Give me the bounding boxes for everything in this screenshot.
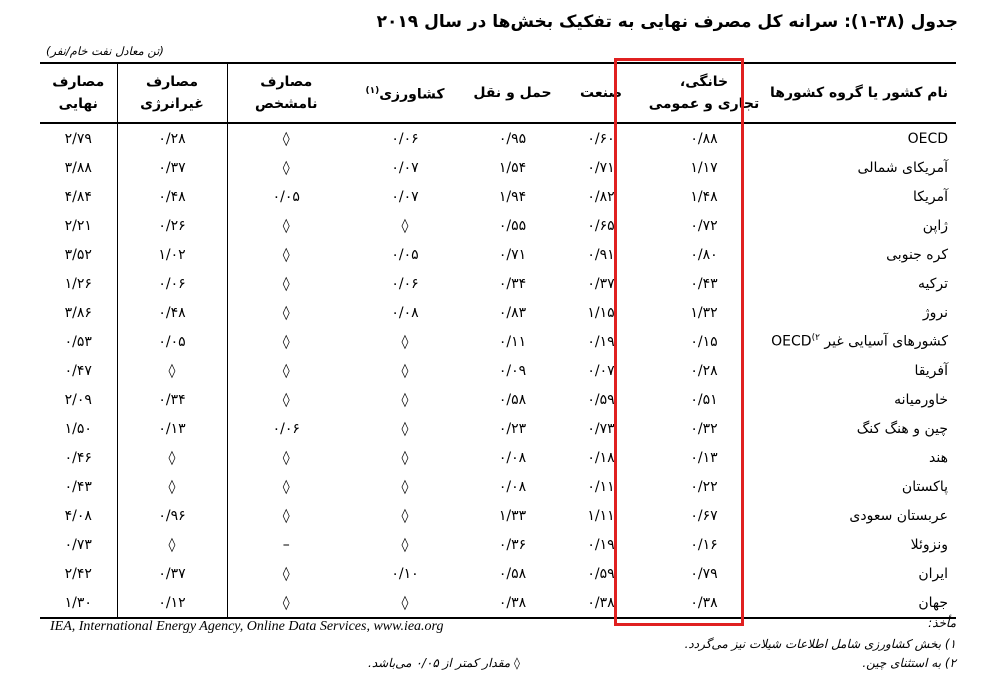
unspecified-cell: ۰/۰۶ [272, 420, 300, 437]
country-cell [766, 153, 956, 182]
highlight-box [614, 58, 744, 626]
table-row [40, 385, 956, 414]
country-cell [766, 588, 956, 618]
residential-cell: ۰/۷۲ [690, 217, 718, 234]
residential-cell: ۰/۷۹ [690, 565, 718, 582]
country-name: ترکیه [917, 275, 948, 292]
industry-cell: ۰/۵۹ [587, 565, 615, 582]
agriculture-cell: ◊ [401, 391, 409, 408]
agriculture-cell: ◊ [401, 507, 409, 524]
header-industry: صنعت [580, 85, 622, 101]
unspecified-cell: – [282, 536, 290, 553]
final-cell: ۴/۰۸ [64, 507, 92, 524]
unspecified-cell: ◊ [282, 391, 290, 408]
table-row [40, 153, 956, 182]
final-cell: ۲/۰۹ [64, 391, 92, 408]
unit-label: (تن معادل نفت خام/نفر) [46, 44, 164, 58]
table-row [40, 588, 956, 618]
unspecified-cell: ◊ [282, 594, 290, 611]
residential-cell: ۰/۱۶ [690, 536, 718, 553]
transport-cell: ۰/۰۸ [498, 478, 527, 495]
table-row [40, 298, 956, 327]
country-name: آفریقا [914, 362, 948, 379]
energy-consumption-table [40, 62, 956, 619]
residential-cell: ۰/۲۲ [690, 478, 718, 495]
agriculture-cell: ۰/۰۵ [391, 246, 419, 263]
header-residential: خانگی، تجاری و عمومی [648, 74, 760, 112]
residential-cell: ۰/۳۸ [690, 594, 718, 611]
transport-cell: ۰/۳۸ [498, 594, 527, 611]
agriculture-cell: ◊ [401, 478, 409, 495]
industry-cell: ۱/۱۱ [587, 507, 615, 524]
country-cell [766, 414, 956, 443]
country-name: پاکستان [901, 478, 948, 495]
unspecified-cell: ◊ [282, 478, 290, 495]
transport-cell: ۰/۵۸ [498, 565, 527, 582]
industry-cell: ۰/۱۸ [587, 449, 615, 466]
nonenergy-cell: ۰/۱۲ [117, 588, 227, 618]
residential-cell: ۰/۲۸ [690, 362, 718, 379]
industry-cell: ۰/۶۰ [587, 130, 615, 147]
country-cell [766, 269, 956, 298]
nonenergy-cell: ۰/۰۵ [117, 327, 227, 356]
country-name: ونزوئلا [910, 536, 948, 553]
table-row [40, 472, 956, 501]
nonenergy-cell: ◊ [117, 443, 227, 472]
country-cell [766, 472, 956, 501]
country-name: نروژ [922, 304, 948, 321]
table-row [40, 414, 956, 443]
table-row [40, 327, 956, 356]
unspecified-cell: ◊ [282, 275, 290, 292]
agriculture-cell: ۰/۰۶ [391, 275, 419, 292]
agriculture-cell: ◊ [401, 333, 409, 350]
unspecified-cell: ◊ [282, 130, 290, 147]
residential-cell: ۰/۱۳ [690, 449, 718, 466]
table-row [40, 211, 956, 240]
source-label: مأخذ: [928, 616, 956, 630]
unspecified-cell: ◊ [282, 217, 290, 234]
country-name: جهان [918, 594, 948, 611]
agriculture-cell: ◊ [401, 420, 409, 437]
transport-cell: ۰/۰۸ [498, 449, 527, 466]
industry-cell: ۱/۱۵ [587, 304, 615, 321]
header-final: مصارف نهایی [52, 74, 105, 112]
transport-cell: ۰/۵۸ [498, 391, 527, 408]
country-cell [766, 559, 956, 588]
country-cell [766, 211, 956, 240]
nonenergy-cell: ۰/۱۳ [117, 414, 227, 443]
table-row [40, 269, 956, 298]
nonenergy-cell: ۰/۹۶ [117, 501, 227, 530]
table-row [40, 443, 956, 472]
unspecified-cell: ◊ [282, 246, 290, 263]
industry-cell: ۰/۹۱ [587, 246, 615, 263]
transport-cell: ۰/۲۳ [498, 420, 527, 437]
final-cell: ۲/۷۹ [64, 130, 92, 147]
final-cell: ۱/۲۶ [64, 275, 92, 292]
country-name: کره جنوبی [886, 246, 948, 263]
industry-cell: ۰/۰۷ [587, 362, 615, 379]
industry-cell: ۰/۱۱ [587, 478, 615, 495]
country-name: آمریکا [912, 188, 948, 205]
final-cell: ۳/۵۲ [64, 246, 92, 263]
agriculture-cell: ◊ [401, 217, 409, 234]
agriculture-cell: ◊ [401, 594, 409, 611]
country-name: کشورهای آسیایی غیر OECD [771, 333, 948, 350]
industry-cell: ۰/۵۹ [587, 391, 615, 408]
transport-cell: ۰/۵۵ [498, 217, 527, 234]
table-row [40, 559, 956, 588]
nonenergy-cell: ۰/۲۸ [117, 123, 227, 153]
residential-cell: ۰/۸۰ [690, 246, 718, 263]
header-agriculture: کشاورزی$^{(۱)}$ [365, 86, 445, 103]
final-cell: ۳/۸۶ [64, 304, 92, 321]
agriculture-cell: ◊ [401, 362, 409, 379]
transport-cell: ۰/۱۱ [498, 333, 527, 350]
final-cell: ۰/۷۳ [64, 536, 92, 553]
nonenergy-cell: ۱/۰۲ [117, 240, 227, 269]
country-name: چین و هنگ کنگ [856, 420, 948, 437]
transport-cell: ۰/۸۳ [498, 304, 527, 321]
country-cell [766, 443, 956, 472]
country-name: عربستان سعودی [849, 507, 948, 524]
country-cell [766, 182, 956, 211]
nonenergy-cell: ◊ [117, 472, 227, 501]
footnote-2: ۲) به استثنای چین. [862, 656, 956, 670]
source-text: IEA, International Energy Agency, Online Data Services, www.iea.org [50, 619, 444, 634]
industry-cell: ۰/۶۵ [587, 217, 615, 234]
residential-cell: ۱/۱۷ [690, 159, 718, 176]
country-cell [766, 530, 956, 559]
country-cell [766, 356, 956, 385]
table-row [40, 182, 956, 211]
country-cell [766, 298, 956, 327]
header-transport: حمل و نقل [473, 85, 552, 101]
country-name: ایران [918, 565, 948, 582]
country-cell [766, 123, 956, 153]
header-unspecified: مصارف نامشخص [254, 74, 318, 112]
transport-cell: ۱/۳۳ [498, 507, 527, 524]
residential-cell: ۰/۵۱ [690, 391, 718, 408]
country-cell [766, 327, 956, 356]
residential-cell: ۱/۳۲ [690, 304, 718, 321]
final-cell: ۲/۲۱ [64, 217, 92, 234]
table-row [40, 240, 956, 269]
country-cell [766, 385, 956, 414]
residential-cell: ۱/۴۸ [690, 188, 718, 205]
unspecified-cell: ۰/۰۵ [272, 188, 300, 205]
nonenergy-cell: ◊ [117, 356, 227, 385]
final-cell: ۰/۵۳ [64, 333, 92, 350]
residential-cell: ۰/۴۳ [690, 275, 718, 292]
table-title: جدول (۳۸-۱): سرانه کل مصرف نهایی به تفکیک بخش‌ها در سال ۲۰۱۹ [376, 12, 958, 32]
country-cell [766, 501, 956, 530]
final-cell: ۱/۳۰ [64, 594, 92, 611]
final-cell: ۲/۴۲ [64, 565, 92, 582]
transport-cell: ۰/۹۵ [498, 130, 527, 147]
agriculture-cell: ۰/۱۰ [391, 565, 419, 582]
unspecified-cell: ◊ [282, 159, 290, 176]
agriculture-cell: ۰/۰۷ [391, 159, 419, 176]
residential-cell: ۰/۸۸ [690, 130, 718, 147]
industry-cell: ۰/۷۳ [587, 420, 615, 437]
footnote-1: ۱) بخش کشاورزی شامل اطلاعات شیلات نیز می‌گردد. [684, 637, 956, 651]
unspecified-cell: ◊ [282, 507, 290, 524]
transport-cell: ۰/۳۴ [498, 275, 527, 292]
industry-cell: ۰/۱۹ [587, 333, 615, 350]
transport-cell: ۱/۵۴ [498, 159, 527, 176]
transport-cell: ۰/۷۱ [498, 246, 527, 263]
industry-cell: ۰/۳۷ [587, 275, 615, 292]
transport-cell: ۰/۳۶ [498, 536, 527, 553]
final-cell: ۴/۸۴ [64, 188, 92, 205]
final-cell: ۳/۸۸ [64, 159, 92, 176]
header-country: نام کشور یا گروه کشورها [769, 85, 948, 101]
nonenergy-cell: ۰/۳۴ [117, 385, 227, 414]
nonenergy-cell: ۰/۰۶ [117, 269, 227, 298]
unspecified-cell: ◊ [282, 304, 290, 321]
final-cell: ۱/۵۰ [64, 420, 92, 437]
industry-cell: ۰/۸۲ [587, 188, 615, 205]
nonenergy-cell: ۰/۴۸ [117, 182, 227, 211]
table-row [40, 356, 956, 385]
nonenergy-cell: ۰/۳۷ [117, 559, 227, 588]
industry-cell: ۰/۱۹ [587, 536, 615, 553]
unspecified-cell: ◊ [282, 565, 290, 582]
unspecified-cell: ◊ [282, 362, 290, 379]
unspecified-cell: ◊ [282, 449, 290, 466]
nonenergy-cell: ◊ [117, 530, 227, 559]
final-cell: ۰/۴۷ [64, 362, 92, 379]
residential-cell: ۰/۳۲ [690, 420, 718, 437]
transport-cell: ۰/۰۹ [498, 362, 527, 379]
agriculture-cell: ۰/۰۷ [391, 188, 419, 205]
nonenergy-cell: ۰/۲۶ [117, 211, 227, 240]
country-cell [766, 240, 956, 269]
country-name: هند [929, 449, 948, 466]
table-row [40, 501, 956, 530]
footnote-ref: (۱) [365, 86, 380, 97]
agriculture-cell: ◊ [401, 536, 409, 553]
agriculture-cell: ◊ [401, 449, 409, 466]
country-name: آمریکای شمالی [857, 159, 948, 176]
table-row [40, 123, 956, 153]
agriculture-cell: ۰/۰۸ [391, 304, 419, 321]
unspecified-cell: ◊ [282, 333, 290, 350]
country-name: ژاپن [922, 217, 948, 234]
footnote-3: ◊ مقدار کمتر از ۰/۰۵ می‌باشد. [368, 656, 520, 670]
transport-cell: ۱/۹۴ [498, 188, 527, 205]
header-row [40, 63, 956, 123]
final-cell: ۰/۴۳ [64, 478, 92, 495]
industry-cell: ۰/۷۱ [587, 159, 615, 176]
footnote-ref: (۲ [811, 333, 820, 344]
residential-cell: ۰/۶۷ [690, 507, 718, 524]
residential-cell: ۰/۱۵ [690, 333, 718, 350]
final-cell: ۰/۴۶ [64, 449, 92, 466]
country-name: OECD [907, 130, 948, 147]
nonenergy-cell: ۰/۳۷ [117, 153, 227, 182]
industry-cell: ۰/۳۸ [587, 594, 615, 611]
header-nonenergy: مصارف غیرانرژی [117, 63, 227, 123]
nonenergy-cell: ۰/۴۸ [117, 298, 227, 327]
agriculture-cell: ۰/۰۶ [391, 130, 419, 147]
table-row [40, 530, 956, 559]
country-name: خاورمیانه [894, 391, 948, 408]
